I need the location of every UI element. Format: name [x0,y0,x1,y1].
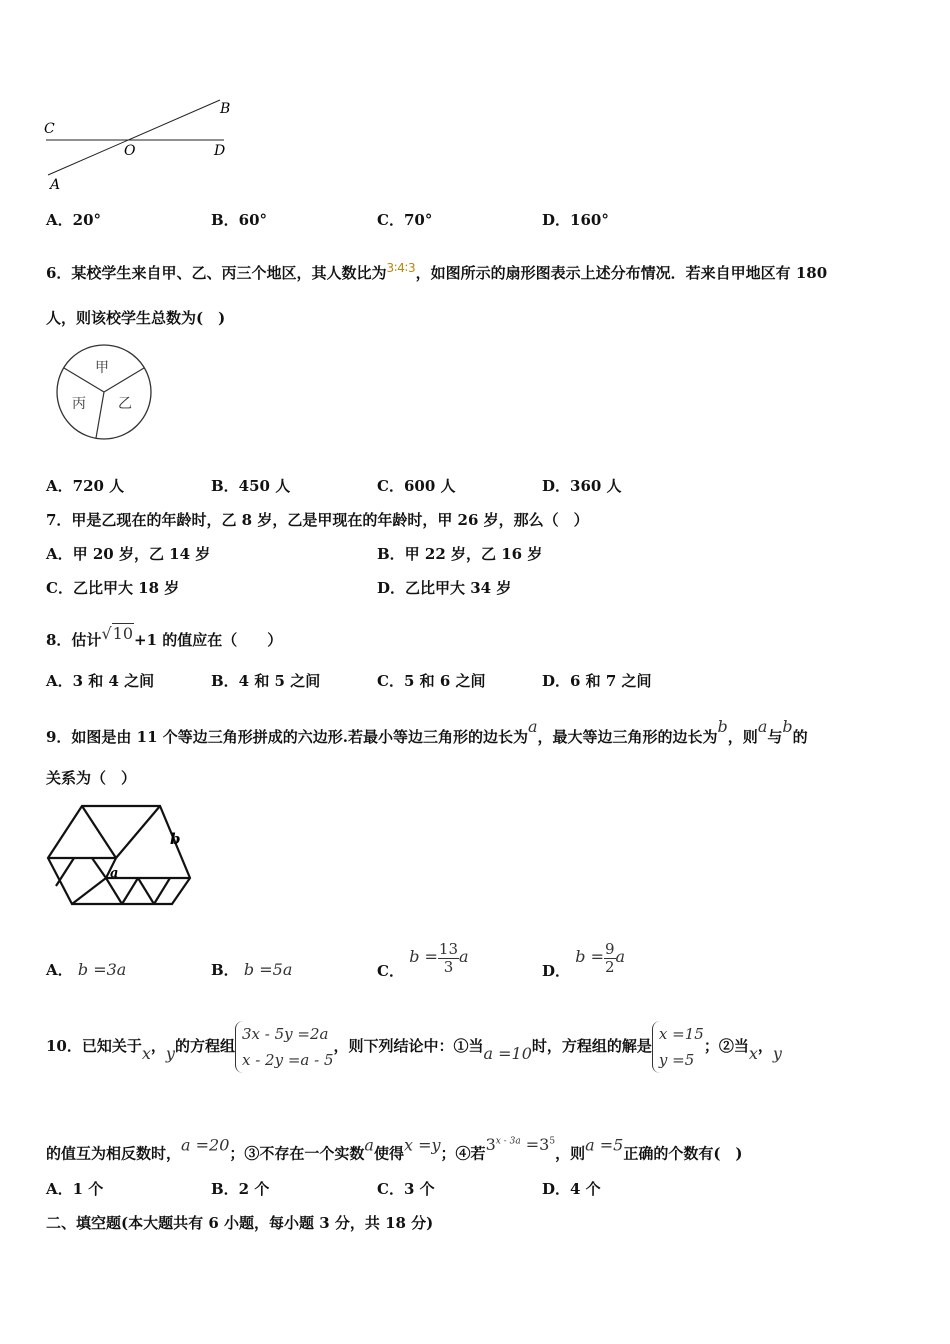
q10-eq2: x - 2y =a - 5 [241,1051,334,1069]
q9-text-a: 9．如图是由 11 个等边三角形拼成的六边形.若最小等边三角形的边长为 [46,728,528,746]
label-o: O [124,143,136,159]
q10-text-i: ；④若 [440,1144,486,1163]
q9-option-b [211,960,292,980]
q10-pow-rhs-exp: 5 [549,1137,556,1147]
label-c: C [44,121,55,137]
q9-option-c-label: C． [377,962,404,980]
q10-pow-base: 3 [485,1135,496,1155]
q9-text-c: ，则 [727,728,758,746]
q7-option-b: B．甲 22 岁，乙 16 岁 [377,545,543,563]
q9-hexagon-figure [44,800,194,908]
q8-option-c: C．5 和 6 之间 [377,672,486,690]
q9-option-a [46,960,126,980]
q10-eq1: 3x - 5y =2a [241,1025,329,1043]
q9-text-e: 的 [792,728,808,746]
q8-stem [46,624,282,650]
label-a: A [50,177,61,193]
q9-option-d-label: D． [542,962,571,980]
q5-option-c: C．70° [377,211,433,229]
q7-option-d: D．乙比甲大 34 岁 [377,579,512,597]
q10-var-a: a [364,1135,374,1155]
q8-text-b: +1 的值应在（ ） [134,631,283,649]
label-b: B [220,101,231,117]
q9-option-b-expr: b =5a [243,960,293,979]
q8-text-a: 8．估计 [46,631,102,649]
hex-tri-7 [56,858,74,886]
q8-sqrt: √10 [101,624,133,643]
label-d: D [214,143,226,159]
q6-text-a: 6．某校学生来自甲、乙、丙三个地区，其人数比为 [46,264,387,282]
q6-option-b: B．450 人 [211,477,291,495]
q10-text-k: 正确的个数有( ) [623,1144,743,1163]
q7-stem: 7．甲是乙现在的年龄时，乙 8 岁，乙是甲现在的年龄时，甲 26 岁，那么（ ） [46,511,589,529]
q9-option-d-den: 2 [604,957,615,976]
hex-tri-3 [106,878,122,904]
q10-cond2: a =20 [181,1135,230,1155]
hex-diag-2 [116,806,160,858]
q9-option-a-label: A． [46,961,73,979]
hex-tri-4 [122,878,138,904]
q10-option-a: A．1 个 [46,1180,104,1198]
q9-stem-line2: 关系为（ ） [46,769,137,787]
q9-var-a: a [527,717,538,736]
q10-option-c: C．3 个 [377,1180,435,1198]
hex-label-b: b [170,830,181,848]
q9-option-d [542,935,625,993]
q7-option-c: C．乙比甲大 18 岁 [46,579,180,597]
q6-stem-line2: 人，则该校学生总数为( ) [46,309,226,327]
hex-tri-1 [72,878,106,904]
q9-option-c [377,935,469,993]
q9-option-c-rhs: a [459,947,469,966]
q8-option-d: D．6 和 7 之间 [542,672,652,690]
hex-tri-5 [138,878,154,904]
q9-option-d-lhs: b = [575,947,604,966]
pie-label-bing: 丙 [72,396,86,412]
q10-text-e: ；②当 [703,1037,749,1055]
q9-text-b: ，最大等边三角形的边长为 [537,728,718,746]
q10-stem-line1 [46,1016,782,1084]
q10-sep: ， [150,1037,166,1055]
q10-text-j: ，则 [555,1144,586,1163]
q6-pie-chart [52,340,156,444]
q9-var-b2: b [782,717,793,736]
q10-text-b: 的方程组 [174,1037,235,1055]
q5-option-a: A．20° [46,211,102,229]
q8-option-a: A．3 和 4 之间 [46,672,155,690]
q10-var-x2: x [748,1044,758,1063]
pie-label-yi: 乙 [118,396,132,412]
q10-text-f: 的值互为相反数时， [46,1144,182,1163]
q10-var-y2: y [772,1044,782,1063]
q8-radicand: 10 [112,624,133,643]
q10-cond4: a =5 [585,1135,624,1155]
q9-option-b-label: B． [211,961,239,979]
q10-equation-system [235,1021,334,1073]
q9-option-c-lhs: b = [409,947,438,966]
q9-option-d-rhs: a [615,947,626,966]
q10-cond3: x =y [403,1135,441,1155]
q6-text-b: ，如图所示的扇形图表示上述分布情况．若来自甲地区有 180 [415,264,828,282]
q9-option-a-expr: b =3a [77,960,127,979]
q10-pow-rhs: =3 [520,1135,550,1155]
q6-option-d: D．360 人 [542,477,622,495]
q7-option-a: A．甲 20 岁，乙 14 岁 [46,545,211,563]
q10-solution-system [652,1021,704,1073]
q10-var-y: y [165,1044,175,1063]
q10-stem-line2 [46,1124,743,1171]
q9-text-d: 与 [767,728,783,746]
q9-option-c-den: 3 [443,957,454,976]
q6-stem-line1 [46,258,827,283]
hex-diag-1 [82,806,116,858]
q10-var-x: x [141,1044,151,1063]
q10-text-d: 时，方程组的解是 [531,1037,652,1055]
q10-sol2: y =5 [658,1051,695,1069]
q10-pow-exp: x - 3a [495,1137,521,1147]
hex-tri-2 [92,858,106,878]
section2-heading: 二、填空题(本大题共有 6 小题，每小题 3 分，共 18 分) [46,1214,434,1232]
pie-label-jia: 甲 [95,360,109,376]
q9-option-d-frac [604,941,616,976]
q10-option-b: B．2 个 [211,1180,270,1198]
q9-option-c-num: 13 [438,939,459,958]
q9-var-a2: a [757,717,768,736]
q5-angle-figure [40,95,240,195]
q9-stem-line1 [46,712,808,752]
q10-option-d: D．4 个 [542,1180,601,1198]
q10-text-h: 使得 [373,1144,404,1163]
q10-text-a: 10．已知关于 [46,1037,142,1055]
q10-sol1: x =15 [658,1025,704,1043]
q6-option-a: A．720 人 [46,477,125,495]
q9-option-c-frac [438,941,459,976]
q10-text-c: ，则下列结论中：①当 [333,1037,484,1055]
q6-option-c: C．600 人 [377,477,456,495]
q10-cond1: a =10 [483,1044,532,1063]
q5-option-d: D．160° [542,211,609,229]
q10-sep2: ， [757,1037,773,1055]
q5-option-b: B．60° [211,211,268,229]
q10-power-eq [486,1135,556,1154]
q8-option-b: B．4 和 5 之间 [211,672,321,690]
q9-option-d-num: 9 [604,939,615,958]
hex-label-a: a [110,866,119,881]
hex-tri-6 [154,878,170,904]
q9-var-b: b [717,717,728,736]
q6-ratio: 3∶4∶3 [386,261,416,275]
line-ab [48,100,220,175]
q10-text-g: ；③不存在一个实数 [229,1144,365,1163]
